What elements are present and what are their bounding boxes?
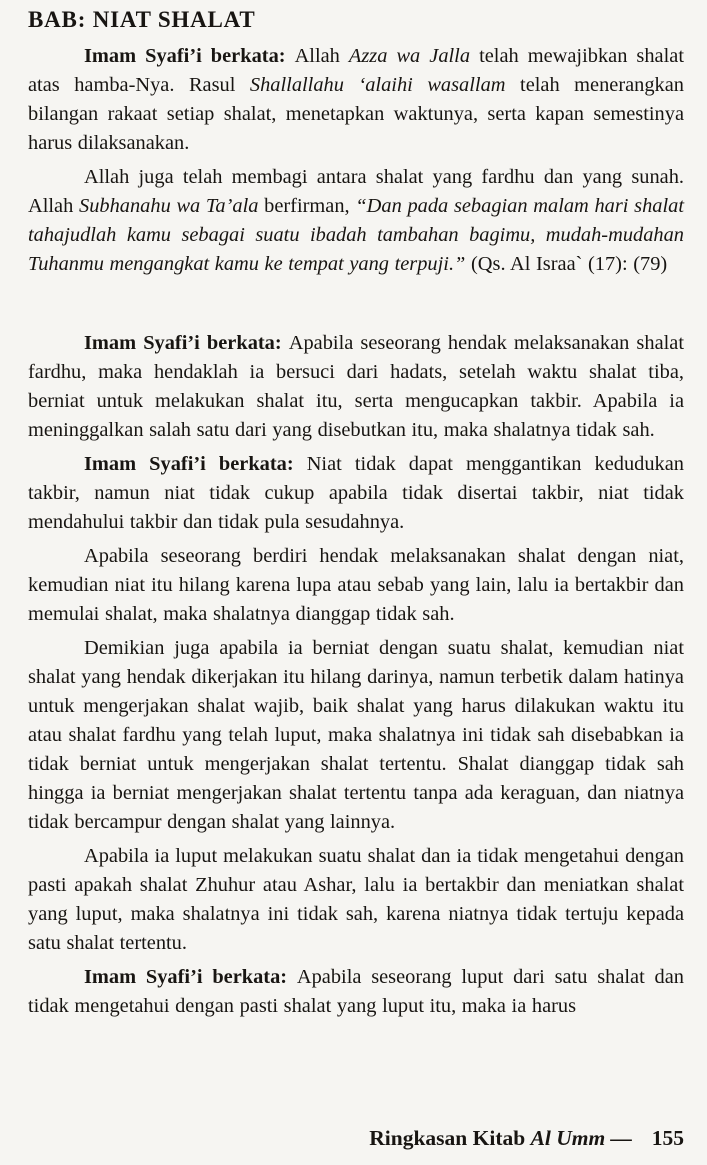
text-segment: Demikian juga apabila ia berniat dengan suatu shalat, kemudian niat shalat yang hendak dikerjakan itu hilang darinya, namun terbetik dalam hatinya untuk mengerjakan shalat wajib, baik shalat yang harus dilakukan waktu itu atau shalat fardhu yang telah luput, maka shalatnya ini tidak sah disebabkan ia tidak berniat untuk mengerjakan shalat tertentu. Shalat dianggap tidak sah hingga ia berniat mengerjakan shalat tertentu tanpa ada keraguan, dan niatnya tidak bercampur dengan shalat yang lainnya. bbox=[28, 637, 684, 833]
paragraph bbox=[28, 450, 684, 537]
text-segment: Imam Syafi’i berkata: bbox=[84, 332, 289, 354]
text-segment: (Qs. Al Israa` (17): (79) bbox=[465, 253, 668, 275]
paragraph bbox=[28, 542, 684, 629]
footer-book-title-italic: Al Umm bbox=[530, 1126, 606, 1150]
text-segment: Imam Syafi’i berkata: bbox=[84, 453, 307, 475]
paragraph bbox=[28, 634, 684, 837]
text-segment: telah menerangkan bilangan rakaat setiap shalat, menetapkan waktunya, serta kapan semestinya harus dilaksanakan. bbox=[28, 74, 684, 154]
text-segment: telah mewajibkan shalat atas hamba-Nya. Rasul bbox=[28, 45, 684, 96]
text-segment: Apabila seseorang hendak melaksanakan shalat fardhu, maka hendaklah ia bersuci dari hadats, setelah waktu shalat tiba, berniat untuk melakukan shalat itu, serta mengucapkan takbir. Apabila ia meninggalkan salah satu dari yang disebutkan itu, maka shalatnya tidak sah. bbox=[28, 332, 684, 441]
text-segment: berfirman, bbox=[258, 195, 356, 217]
page-body bbox=[28, 42, 684, 1021]
text-segment: Allah bbox=[294, 45, 349, 67]
text-segment: Azza wa Jalla bbox=[348, 45, 471, 67]
paragraph bbox=[28, 329, 684, 445]
text-segment: Imam Syafi’i berkata: bbox=[84, 966, 297, 988]
text-segment: Subhanahu wa Ta’ala bbox=[79, 195, 259, 217]
footer-dash: — bbox=[610, 1126, 632, 1150]
page-footer bbox=[369, 1125, 684, 1151]
text-segment: Apabila ia luput melakukan suatu shalat dan ia tidak mengetahui dengan pasti apakah shalat Zhuhur atau Ashar, lalu ia bertakbir dan meniatkan shalat yang luput, maka shalatnya ini tidak sah, karena niatnya tidak tertuju kepada satu shalat tertentu. bbox=[28, 845, 684, 954]
text-segment: Apabila seseorang luput dari satu shalat dan tidak mengetahui dengan pasti shalat yang luput itu, maka ia harus bbox=[28, 966, 684, 1017]
text-segment: Imam Syafi’i berkata: bbox=[84, 45, 295, 67]
chapter-title: BAB: NIAT SHALAT bbox=[28, 7, 256, 32]
text-segment: “Dan pada sebagian malam hari shalat tahajudlah kamu sebagai suatu ibadah tambahan bagimu, mudah-mudahan Tuhanmu mengangkat kamu ke tempat yang terpuji.” bbox=[28, 195, 684, 275]
text-segment: Shallallahu ‘alaihi wasallam bbox=[249, 74, 506, 96]
paragraph bbox=[28, 42, 684, 158]
footer-book-title: Ringkasan Kitab bbox=[369, 1126, 526, 1150]
paragraph bbox=[28, 842, 684, 958]
page-number: 155 bbox=[651, 1126, 684, 1150]
paragraph bbox=[28, 163, 684, 279]
text-segment: Niat tidak dapat menggantikan kedudukan takbir, namun niat tidak cukup apabila tidak disertai takbir, niat tidak mendahului takbir dan tidak pula sesudahnya. bbox=[28, 453, 684, 533]
paragraph bbox=[28, 963, 684, 1021]
text-segment: Allah juga telah membagi antara shalat yang fardhu dan yang sunah. Allah bbox=[28, 166, 684, 217]
text-segment: Apabila seseorang berdiri hendak melaksanakan shalat dengan niat, kemudian niat itu hilang karena lupa atau sebab yang lain, lalu ia bertakbir dan memulai shalat, maka shalatnya dianggap tidak sah. bbox=[28, 545, 684, 625]
